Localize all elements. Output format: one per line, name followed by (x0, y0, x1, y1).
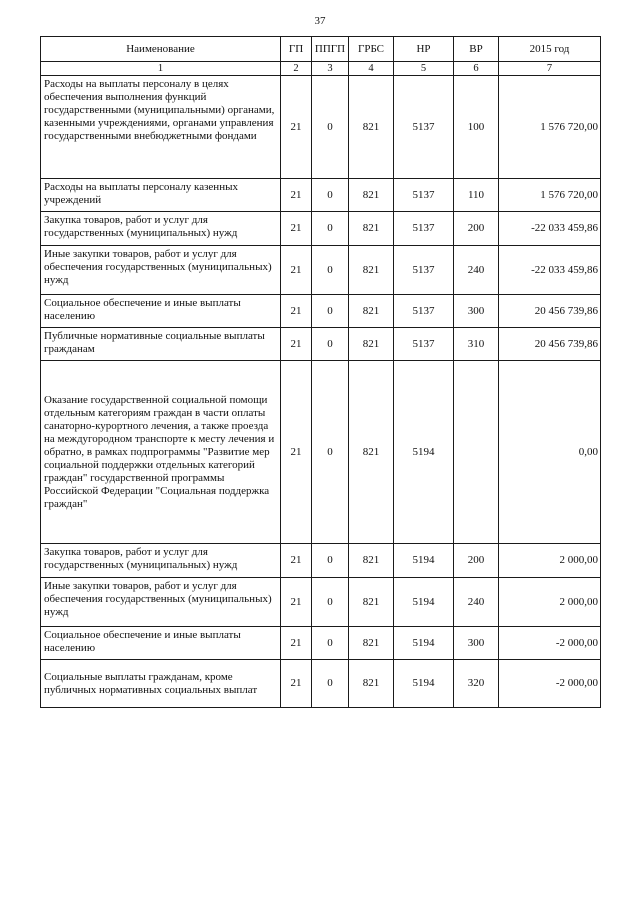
row-amount: 1 576 720,00 (499, 179, 601, 212)
row-gp: 21 (281, 76, 312, 179)
row-amount: 20 456 739,86 (499, 295, 601, 328)
row-ppgp: 0 (312, 212, 349, 246)
row-grbs: 821 (349, 627, 394, 660)
row-gp: 21 (281, 361, 312, 544)
row-nr: 5137 (394, 212, 454, 246)
row-name: Закупка товаров, работ и услуг для государственных (муниципальных) нужд (41, 544, 281, 578)
column-number: 6 (454, 62, 499, 76)
row-gp: 21 (281, 578, 312, 627)
table-row (41, 361, 601, 544)
row-vr: 320 (454, 660, 499, 708)
column-number: 2 (281, 62, 312, 76)
row-name: Оказание государственной социальной помощи отдельным категориям граждан в части оплаты санаторно-курортного лечения, а также проезда на междугородном транспорте к месту лечения и обратно, в рамках подпрограммы "Развитие мер социальной поддержки отдельных категорий граждан" государственной программы Российской Федерации "Социальная поддержка граждан" (41, 361, 281, 544)
row-gp: 21 (281, 544, 312, 578)
table-row (41, 246, 601, 295)
row-amount: -2 000,00 (499, 660, 601, 708)
table-row (41, 544, 601, 578)
budget-table (40, 36, 601, 708)
row-name: Закупка товаров, работ и услуг для государственных (муниципальных) нужд (41, 212, 281, 246)
column-number: 3 (312, 62, 349, 76)
row-amount: -22 033 459,86 (499, 212, 601, 246)
row-name: Иные закупки товаров, работ и услуг для обеспечения государственных (муниципальных) нужд (41, 578, 281, 627)
row-name: Публичные нормативные социальные выплаты гражданам (41, 328, 281, 361)
column-number: 1 (41, 62, 281, 76)
header-ppgp: ППГП (312, 37, 349, 62)
row-amount: 1 576 720,00 (499, 76, 601, 179)
row-grbs: 821 (349, 246, 394, 295)
row-nr: 5137 (394, 295, 454, 328)
row-amount: -2 000,00 (499, 627, 601, 660)
table-row (41, 179, 601, 212)
row-ppgp: 0 (312, 295, 349, 328)
row-vr (454, 361, 499, 544)
row-vr: 200 (454, 544, 499, 578)
table-row (41, 627, 601, 660)
row-name: Социальное обеспечение и иные выплаты населению (41, 627, 281, 660)
row-nr: 5194 (394, 361, 454, 544)
row-vr: 310 (454, 328, 499, 361)
row-name: Иные закупки товаров, работ и услуг для обеспечения государственных (муниципальных) нужд (41, 246, 281, 295)
row-grbs: 821 (349, 328, 394, 361)
row-ppgp: 0 (312, 328, 349, 361)
row-ppgp: 0 (312, 544, 349, 578)
header-gp: ГП (281, 37, 312, 62)
table-row (41, 76, 601, 179)
row-ppgp: 0 (312, 361, 349, 544)
row-name: Расходы на выплаты персоналу в целях обеспечения выполнения функций государственными (муниципальными) органами, казенными учреждениями, органами управления государственными внебюджетными фондами (41, 76, 281, 179)
row-nr: 5194 (394, 660, 454, 708)
row-gp: 21 (281, 627, 312, 660)
row-amount: 0,00 (499, 361, 601, 544)
page-number: 37 (314, 15, 326, 27)
row-vr: 110 (454, 179, 499, 212)
row-grbs: 821 (349, 544, 394, 578)
column-number: 7 (499, 62, 601, 76)
table-row (41, 660, 601, 708)
row-nr: 5137 (394, 76, 454, 179)
row-grbs: 821 (349, 578, 394, 627)
row-grbs: 821 (349, 76, 394, 179)
row-vr: 100 (454, 76, 499, 179)
row-nr: 5137 (394, 179, 454, 212)
row-vr: 240 (454, 246, 499, 295)
row-grbs: 821 (349, 295, 394, 328)
row-gp: 21 (281, 660, 312, 708)
row-gp: 21 (281, 212, 312, 246)
table-row (41, 295, 601, 328)
row-vr: 240 (454, 578, 499, 627)
row-nr: 5194 (394, 544, 454, 578)
row-gp: 21 (281, 246, 312, 295)
header-name: Наименование (41, 37, 281, 62)
row-gp: 21 (281, 328, 312, 361)
header-year: 2015 год (499, 37, 601, 62)
row-ppgp: 0 (312, 578, 349, 627)
row-grbs: 821 (349, 179, 394, 212)
row-vr: 300 (454, 627, 499, 660)
row-vr: 300 (454, 295, 499, 328)
row-name: Социальное обеспечение и иные выплаты населению (41, 295, 281, 328)
table-row (41, 212, 601, 246)
row-gp: 21 (281, 295, 312, 328)
table-row (41, 578, 601, 627)
row-nr: 5137 (394, 328, 454, 361)
header-vr: ВР (454, 37, 499, 62)
row-vr: 200 (454, 212, 499, 246)
column-number: 4 (349, 62, 394, 76)
row-ppgp: 0 (312, 246, 349, 295)
row-amount: 20 456 739,86 (499, 328, 601, 361)
row-name: Социальные выплаты гражданам, кроме публичных нормативных социальных выплат (41, 660, 281, 708)
row-amount: 2 000,00 (499, 544, 601, 578)
row-amount: 2 000,00 (499, 578, 601, 627)
row-ppgp: 0 (312, 76, 349, 179)
row-ppgp: 0 (312, 660, 349, 708)
column-number: 5 (394, 62, 454, 76)
row-ppgp: 0 (312, 627, 349, 660)
row-grbs: 821 (349, 660, 394, 708)
header-nr: НР (394, 37, 454, 62)
row-ppgp: 0 (312, 179, 349, 212)
header-grbs: ГРБС (349, 37, 394, 62)
row-name: Расходы на выплаты персоналу казенных учреждений (41, 179, 281, 212)
row-grbs: 821 (349, 212, 394, 246)
row-nr: 5137 (394, 246, 454, 295)
table-row (41, 328, 601, 361)
row-nr: 5194 (394, 627, 454, 660)
row-nr: 5194 (394, 578, 454, 627)
row-amount: -22 033 459,86 (499, 246, 601, 295)
row-gp: 21 (281, 179, 312, 212)
row-grbs: 821 (349, 361, 394, 544)
